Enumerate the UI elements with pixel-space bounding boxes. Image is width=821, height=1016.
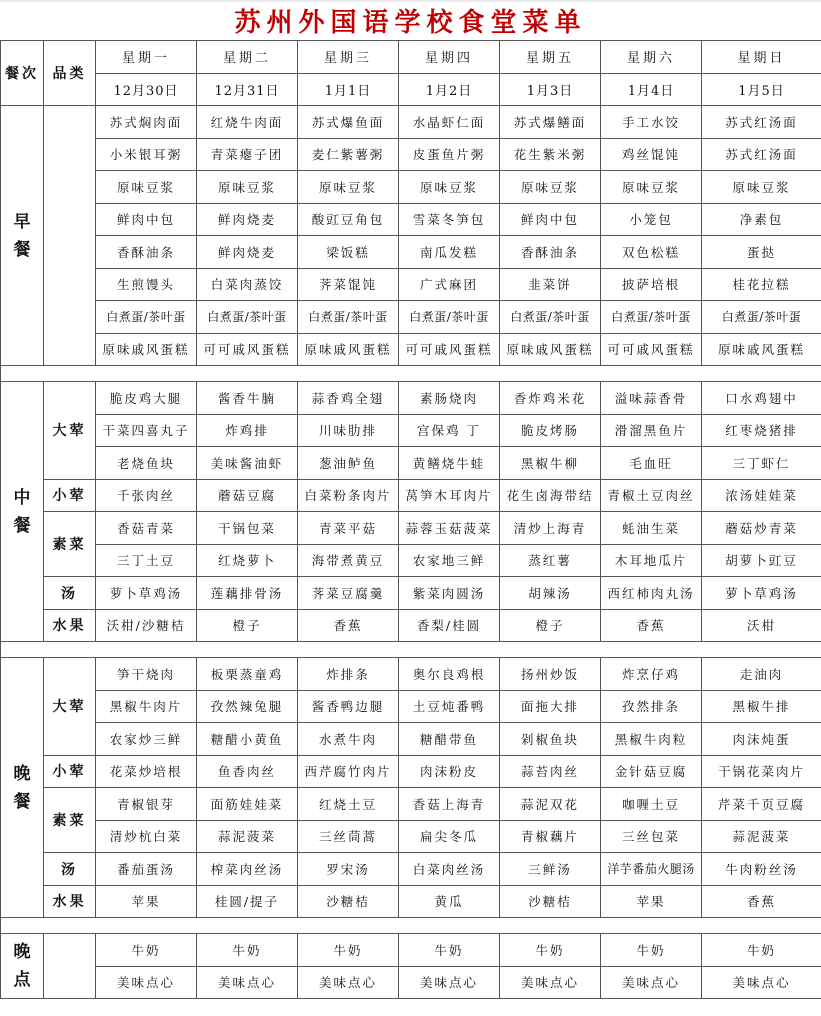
menu-item: 香炸鸡米花 <box>500 382 601 415</box>
menu-item: 滑溜黑鱼片 <box>601 414 702 447</box>
menu-item: 美味酱油虾 <box>197 447 298 480</box>
table-row <box>1 382 821 415</box>
day-header: 星期二 <box>197 41 298 74</box>
menu-item: 原味豆浆 <box>601 171 702 204</box>
menu-item: 孜然辣兔腿 <box>197 690 298 723</box>
menu-item: 干锅花菜肉片 <box>702 755 821 788</box>
table-row <box>1 171 821 204</box>
menu-item: 木耳地瓜片 <box>601 544 702 577</box>
menu-item: 糖醋小黄鱼 <box>197 723 298 756</box>
menu-item: 苏式焖肉面 <box>96 106 197 139</box>
menu-item: 牛奶 <box>298 934 399 967</box>
day-header: 星期日 <box>702 41 821 74</box>
table-row <box>1 544 821 577</box>
menu-item: 青菜平菇 <box>298 512 399 545</box>
menu-item: 洋芋番茄火腿汤 <box>601 853 702 886</box>
menu-item: 广式麻团 <box>399 268 500 301</box>
menu-item: 蒜泥菠菜 <box>197 820 298 853</box>
menu-item: 扁尖冬瓜 <box>399 820 500 853</box>
menu-item: 苏式红汤面 <box>702 138 821 171</box>
menu-item: 原味豆浆 <box>399 171 500 204</box>
menu-item: 肉沫炖蛋 <box>702 723 821 756</box>
date-header: 1月3日 <box>500 73 601 106</box>
menu-item: 炸排条 <box>298 658 399 691</box>
menu-item: 面筋娃娃菜 <box>197 788 298 821</box>
section-divider <box>1 642 821 658</box>
menu-item: 糖醋带鱼 <box>399 723 500 756</box>
menu-item: 香酥油条 <box>500 236 601 269</box>
meal-label: 中 餐 <box>1 382 44 642</box>
menu-item: 双色松糕 <box>601 236 702 269</box>
menu-item: 三鲜汤 <box>500 853 601 886</box>
menu-item: 沙糖桔 <box>500 885 601 918</box>
menu-item: 手工水饺 <box>601 106 702 139</box>
table-row <box>1 934 821 967</box>
menu-item: 口水鸡翅中 <box>702 382 821 415</box>
menu-item: 芹菜千页豆腐 <box>702 788 821 821</box>
menu-item: 溢味蒜香骨 <box>601 382 702 415</box>
menu-item: 香蕉 <box>298 609 399 642</box>
menu-item: 沙糖桔 <box>298 885 399 918</box>
menu-item: 白煮蛋/茶叶蛋 <box>500 301 601 334</box>
menu-item: 牛奶 <box>399 934 500 967</box>
menu-item: 罗宋汤 <box>298 853 399 886</box>
menu-item: 原味戚风蛋糕 <box>500 333 601 366</box>
menu-item: 香酥油条 <box>96 236 197 269</box>
menu-item: 胡萝卜豇豆 <box>702 544 821 577</box>
menu-item: 白菜肉蒸饺 <box>197 268 298 301</box>
menu-item: 面拖大排 <box>500 690 601 723</box>
divider-cell <box>1 642 821 658</box>
menu-item: 蒜苔肉丝 <box>500 755 601 788</box>
menu-item: 蒜蓉玉菇菠菜 <box>399 512 500 545</box>
menu-item: 香菇上海青 <box>399 788 500 821</box>
menu-item: 美味点心 <box>399 966 500 999</box>
menu-item: 牛奶 <box>96 934 197 967</box>
category-header: 品类 <box>44 41 96 106</box>
table-row <box>1 658 821 691</box>
menu-item: 白煮蛋/茶叶蛋 <box>197 301 298 334</box>
section-divider <box>1 366 821 382</box>
menu-item: 蘑菇炒青菜 <box>702 512 821 545</box>
menu-body <box>1 41 821 999</box>
menu-item: 白煮蛋/茶叶蛋 <box>96 301 197 334</box>
menu-item: 香菇青菜 <box>96 512 197 545</box>
menu-item: 苏式爆鱼面 <box>298 106 399 139</box>
menu-item: 榨菜肉丝汤 <box>197 853 298 886</box>
menu-item: 青椒土豆肉丝 <box>601 479 702 512</box>
day-header: 星期四 <box>399 41 500 74</box>
table-row <box>1 301 821 334</box>
menu-item: 宫保鸡 丁 <box>399 414 500 447</box>
menu-item: 韭菜饼 <box>500 268 601 301</box>
menu-item: 白煮蛋/茶叶蛋 <box>601 301 702 334</box>
menu-item: 桂圆/提子 <box>197 885 298 918</box>
menu-item: 原味豆浆 <box>96 171 197 204</box>
menu-item: 白煮蛋/茶叶蛋 <box>702 301 821 334</box>
menu-item: 香蕉 <box>601 609 702 642</box>
category-label: 汤 <box>44 577 96 610</box>
menu-item: 板栗蒸童鸡 <box>197 658 298 691</box>
day-header: 星期一 <box>96 41 197 74</box>
menu-item: 皮蛋鱼片粥 <box>399 138 500 171</box>
menu-item: 黑椒牛肉粒 <box>601 723 702 756</box>
menu-item: 原味豆浆 <box>298 171 399 204</box>
menu-item: 脆皮烤肠 <box>500 414 601 447</box>
date-header: 12月31日 <box>197 73 298 106</box>
menu-item: 苹果 <box>601 885 702 918</box>
menu-item: 水煮牛肉 <box>298 723 399 756</box>
menu-item: 蒜香鸡全翅 <box>298 382 399 415</box>
menu-item: 白菜粉条肉片 <box>298 479 399 512</box>
menu-table <box>0 40 821 999</box>
category-empty <box>44 106 96 366</box>
menu-item: 清炒上海青 <box>500 512 601 545</box>
menu-item: 西芹腐竹肉片 <box>298 755 399 788</box>
menu-item: 干菜四喜丸子 <box>96 414 197 447</box>
menu-item: 炸烹仔鸡 <box>601 658 702 691</box>
menu-item: 苏式红汤面 <box>702 106 821 139</box>
category-label: 大荤 <box>44 658 96 756</box>
menu-item: 鸡丝馄饨 <box>601 138 702 171</box>
day-header: 星期六 <box>601 41 702 74</box>
menu-item: 青椒藕片 <box>500 820 601 853</box>
menu-item: 肉沫粉皮 <box>399 755 500 788</box>
menu-item: 原味豆浆 <box>500 171 601 204</box>
menu-item: 毛血旺 <box>601 447 702 480</box>
menu-item: 走油肉 <box>702 658 821 691</box>
menu-item: 美味点心 <box>500 966 601 999</box>
menu-item: 原味豆浆 <box>702 171 821 204</box>
menu-item: 雪菜冬笋包 <box>399 203 500 236</box>
category-label: 汤 <box>44 853 96 886</box>
menu-item: 酱香牛腩 <box>197 382 298 415</box>
category-label: 水果 <box>44 609 96 642</box>
date-header: 1月5日 <box>702 73 821 106</box>
category-label: 水果 <box>44 885 96 918</box>
table-row <box>1 138 821 171</box>
menu-item: 金针菇豆腐 <box>601 755 702 788</box>
date-header: 1月4日 <box>601 73 702 106</box>
category-label: 大荤 <box>44 382 96 480</box>
table-row <box>1 853 821 886</box>
menu-item: 鲜肉烧麦 <box>197 203 298 236</box>
menu-item: 酸豇豆角包 <box>298 203 399 236</box>
menu-item: 麦仁紫薯粥 <box>298 138 399 171</box>
meal-label: 早 餐 <box>1 106 44 366</box>
menu-item: 蛋挞 <box>702 236 821 269</box>
menu-item: 荠菜馄饨 <box>298 268 399 301</box>
table-row <box>1 479 821 512</box>
menu-item: 原味戚风蛋糕 <box>96 333 197 366</box>
category-label: 小荤 <box>44 479 96 512</box>
meal-header: 餐次 <box>1 41 44 106</box>
menu-item: 川味肋排 <box>298 414 399 447</box>
menu-item: 橙子 <box>500 609 601 642</box>
menu-item: 净素包 <box>702 203 821 236</box>
table-row <box>1 690 821 723</box>
menu-item: 美味点心 <box>197 966 298 999</box>
menu-item: 黄瓜 <box>399 885 500 918</box>
menu-item: 香蕉 <box>702 885 821 918</box>
menu-item: 笋干烧肉 <box>96 658 197 691</box>
menu-item: 土豆炖番鸭 <box>399 690 500 723</box>
menu-item: 南瓜发糕 <box>399 236 500 269</box>
date-header: 1月1日 <box>298 73 399 106</box>
divider-cell <box>1 366 821 382</box>
table-row <box>1 885 821 918</box>
category-label: 小荤 <box>44 755 96 788</box>
menu-item: 沃柑 <box>702 609 821 642</box>
menu-item: 红烧萝卜 <box>197 544 298 577</box>
menu-item: 原味戚风蛋糕 <box>298 333 399 366</box>
menu-item: 莲藕排骨汤 <box>197 577 298 610</box>
menu-item: 美味点心 <box>601 966 702 999</box>
date-header: 1月2日 <box>399 73 500 106</box>
menu-item: 鲜肉烧麦 <box>197 236 298 269</box>
menu-item: 披萨培根 <box>601 268 702 301</box>
menu-item: 香梨/桂圆 <box>399 609 500 642</box>
menu-item: 胡辣汤 <box>500 577 601 610</box>
menu-item: 沃柑/沙糖桔 <box>96 609 197 642</box>
menu-item: 老烧鱼块 <box>96 447 197 480</box>
menu-item: 莴笋木耳肉片 <box>399 479 500 512</box>
menu-item: 白煮蛋/茶叶蛋 <box>399 301 500 334</box>
menu-item: 孜然排条 <box>601 690 702 723</box>
menu-item: 白煮蛋/茶叶蛋 <box>298 301 399 334</box>
menu-item: 海带煮黄豆 <box>298 544 399 577</box>
menu-item: 花菜炒培根 <box>96 755 197 788</box>
menu-item: 鲜肉中包 <box>96 203 197 236</box>
menu-item: 小米银耳粥 <box>96 138 197 171</box>
menu-item: 梁饭糕 <box>298 236 399 269</box>
table-row <box>1 447 821 480</box>
menu-item: 可可戚风蛋糕 <box>197 333 298 366</box>
menu-item: 黑椒牛排 <box>702 690 821 723</box>
divider-cell <box>1 918 821 934</box>
table-row <box>1 820 821 853</box>
menu-item: 黑椒牛肉片 <box>96 690 197 723</box>
menu-item: 鲜肉中包 <box>500 203 601 236</box>
menu-item: 苹果 <box>96 885 197 918</box>
menu-item: 原味豆浆 <box>197 171 298 204</box>
menu-item: 牛奶 <box>601 934 702 967</box>
menu-item: 可可戚风蛋糕 <box>399 333 500 366</box>
menu-item: 黑椒牛柳 <box>500 447 601 480</box>
menu-item: 三丁土豆 <box>96 544 197 577</box>
menu-item: 红烧牛肉面 <box>197 106 298 139</box>
category-label: 素菜 <box>44 788 96 853</box>
menu-item: 西红柿肉丸汤 <box>601 577 702 610</box>
menu-item: 蚝油生菜 <box>601 512 702 545</box>
menu-item: 紫菜肉圆汤 <box>399 577 500 610</box>
table-row <box>1 414 821 447</box>
menu-title: 苏州外国语学校食堂菜单 <box>0 0 821 40</box>
table-row <box>1 723 821 756</box>
menu-item: 美味点心 <box>96 966 197 999</box>
menu-item: 萝卜草鸡汤 <box>96 577 197 610</box>
menu-item: 牛肉粉丝汤 <box>702 853 821 886</box>
table-row <box>1 333 821 366</box>
meal-label: 晚 点 <box>1 934 44 999</box>
menu-item: 番茄蛋汤 <box>96 853 197 886</box>
menu-item: 牛奶 <box>702 934 821 967</box>
table-row <box>1 268 821 301</box>
menu-item: 橙子 <box>197 609 298 642</box>
menu-item: 干锅包菜 <box>197 512 298 545</box>
menu-item: 清炒杭白菜 <box>96 820 197 853</box>
menu-item: 红枣烧猪排 <box>702 414 821 447</box>
menu-item: 剁椒鱼块 <box>500 723 601 756</box>
table-row <box>1 106 821 139</box>
day-header: 星期三 <box>298 41 399 74</box>
menu-item: 花生卤海带结 <box>500 479 601 512</box>
menu-item: 扬州炒饭 <box>500 658 601 691</box>
menu-item: 青椒银芽 <box>96 788 197 821</box>
menu-item: 美味点心 <box>702 966 821 999</box>
category-empty <box>44 934 96 999</box>
menu-item: 千张肉丝 <box>96 479 197 512</box>
menu-item: 苏式爆鳝面 <box>500 106 601 139</box>
header-row-dates <box>1 73 821 106</box>
menu-item: 黄鳝烧牛蛙 <box>399 447 500 480</box>
menu-item: 原味戚风蛋糕 <box>702 333 821 366</box>
table-row <box>1 788 821 821</box>
day-header: 星期五 <box>500 41 601 74</box>
menu-item: 脆皮鸡大腿 <box>96 382 197 415</box>
menu-item: 鱼香肉丝 <box>197 755 298 788</box>
menu-item: 白菜肉丝汤 <box>399 853 500 886</box>
menu-item: 酱香鸭边腿 <box>298 690 399 723</box>
menu-item: 三丝茼蒿 <box>298 820 399 853</box>
menu-item: 红烧土豆 <box>298 788 399 821</box>
menu-item: 可可戚风蛋糕 <box>601 333 702 366</box>
menu-item: 蒸红薯 <box>500 544 601 577</box>
menu-item: 咖喱土豆 <box>601 788 702 821</box>
menu-item: 三丁虾仁 <box>702 447 821 480</box>
menu-item: 生煎馒头 <box>96 268 197 301</box>
menu-item: 青菜瘪子团 <box>197 138 298 171</box>
menu-item: 蒜泥双花 <box>500 788 601 821</box>
section-divider <box>1 918 821 934</box>
category-label: 素菜 <box>44 512 96 577</box>
menu-item: 蒜泥菠菜 <box>702 820 821 853</box>
menu-item: 炸鸡排 <box>197 414 298 447</box>
menu-item: 蘑菇豆腐 <box>197 479 298 512</box>
menu-item: 三丝包菜 <box>601 820 702 853</box>
table-row <box>1 236 821 269</box>
menu-item: 奥尔良鸡根 <box>399 658 500 691</box>
menu-item: 素肠烧肉 <box>399 382 500 415</box>
menu-item: 小笼包 <box>601 203 702 236</box>
menu-item: 农家炒三鲜 <box>96 723 197 756</box>
menu-item: 水晶虾仁面 <box>399 106 500 139</box>
menu-item: 葱油鲈鱼 <box>298 447 399 480</box>
menu-item: 荠菜豆腐羹 <box>298 577 399 610</box>
menu-item: 美味点心 <box>298 966 399 999</box>
table-row <box>1 755 821 788</box>
table-row <box>1 203 821 236</box>
header-row-days <box>1 41 821 74</box>
menu-item: 花生紫米粥 <box>500 138 601 171</box>
table-row <box>1 609 821 642</box>
menu-item: 萝卜草鸡汤 <box>702 577 821 610</box>
menu-item: 牛奶 <box>197 934 298 967</box>
table-row <box>1 966 821 999</box>
date-header: 12月30日 <box>96 73 197 106</box>
menu-item: 农家地三鲜 <box>399 544 500 577</box>
menu-item: 桂花拉糕 <box>702 268 821 301</box>
table-row <box>1 512 821 545</box>
meal-label: 晚 餐 <box>1 658 44 918</box>
menu-item: 牛奶 <box>500 934 601 967</box>
table-row <box>1 577 821 610</box>
menu-item: 浓汤娃娃菜 <box>702 479 821 512</box>
